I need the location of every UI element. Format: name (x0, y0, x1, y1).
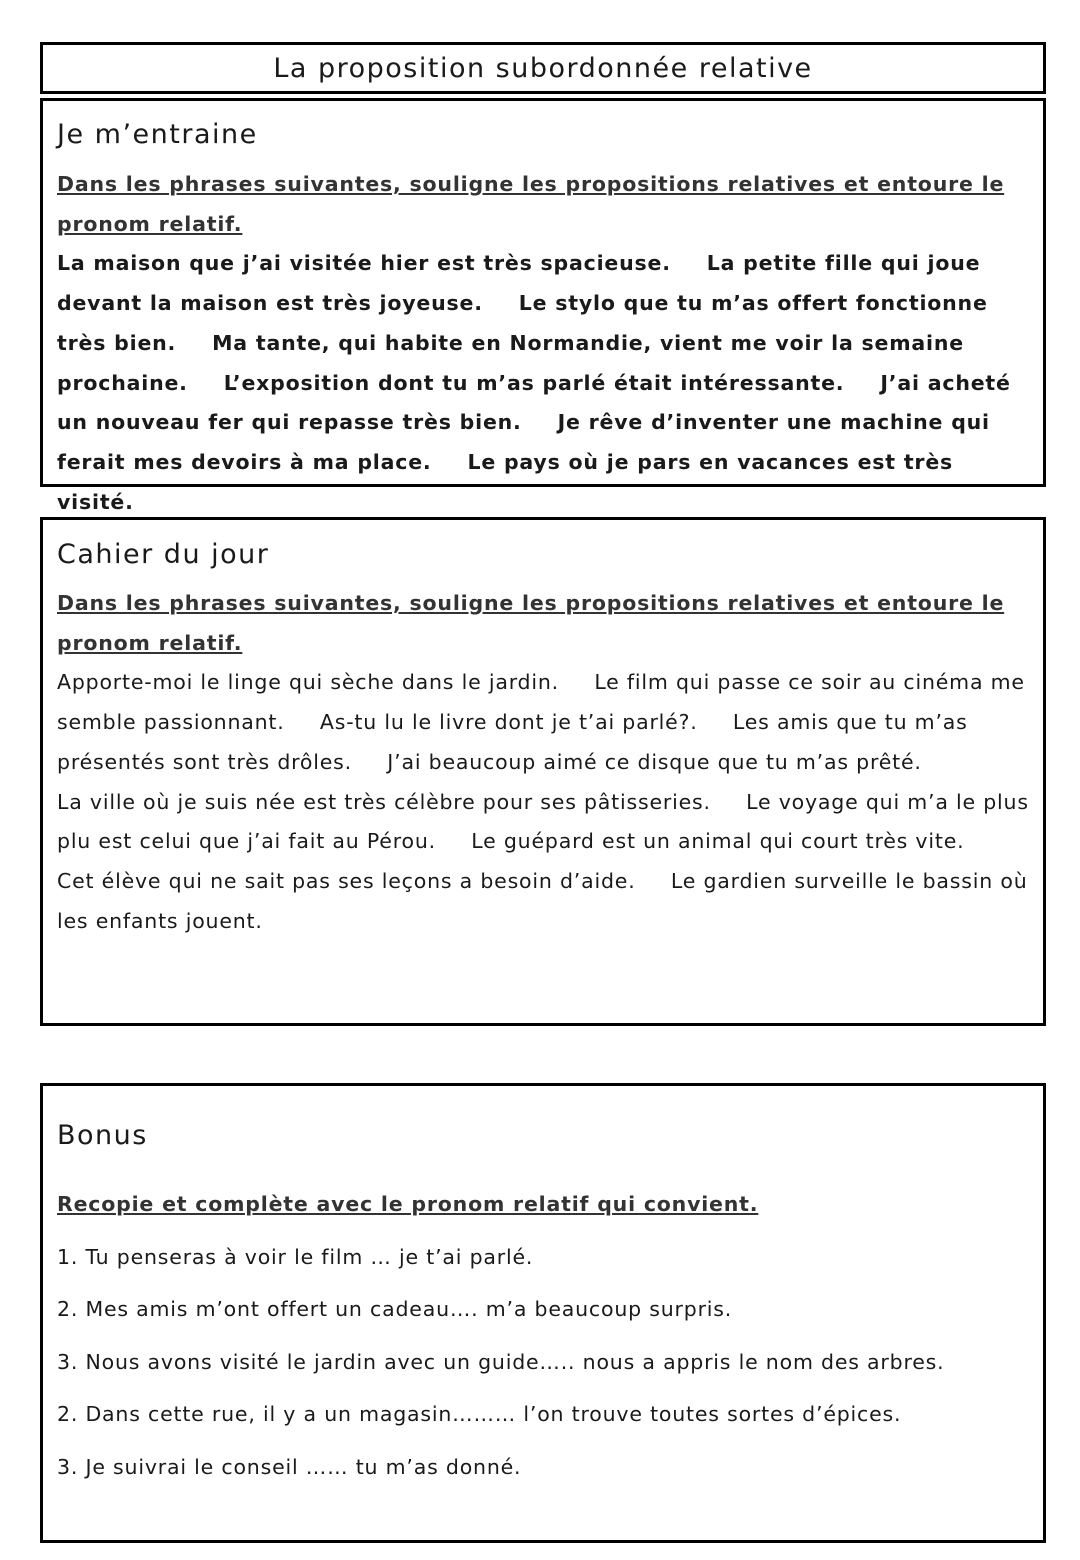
instruction: Recopie et complète avec le pronom relatif qui convient. (57, 1192, 759, 1216)
sentence: Le stylo que tu m’as offert fonctionne très bien. (57, 291, 988, 355)
exercise-paragraph (57, 244, 1035, 522)
section-body (57, 165, 1035, 522)
section-heading: Je m’entraine (57, 119, 258, 150)
section-bonus (40, 1083, 1046, 1543)
exercise-item: 2. Mes amis m’ont offert un cadeau…. m’a beaucoup surpris. (57, 1297, 733, 1322)
page-title: La proposition subordonnée relative (273, 53, 813, 84)
exercise-item: 3. Je suivrai le conseil …… tu m’as donné. (57, 1454, 522, 1479)
sentence: Cet élève qui ne sait pas ses leçons a besoin d’aide. (57, 868, 636, 893)
sentence: La petite fille qui joue devant la maison est très joyeuse. (57, 251, 981, 316)
instruction: Dans les phrases suivantes, souligne les propositions relatives et entoure le pronom relatif. (57, 591, 1005, 655)
sentence: La ville où je suis née est très célèbre pour ses pâtisseries. (57, 789, 711, 814)
exercise-paragraph (57, 862, 1035, 941)
section-heading: Bonus (57, 1120, 148, 1151)
exercise-paragraph (57, 663, 1035, 782)
sentence: Je rêve d’inventer une machine qui ferait mes devoirs à ma place. (57, 410, 990, 474)
sentence: L’exposition dont tu m’as parlé était intéressante. (223, 370, 845, 395)
exercise-paragraph (57, 783, 1035, 862)
section-je-mentraine (40, 98, 1046, 514)
sentence: As-tu lu le livre dont je t’ai parlé?. (319, 710, 698, 735)
sentence: Le voyage qui m’a le plus plu est celui que j’ai fait au Pérou. (57, 789, 1029, 854)
sentence: Le pays où je pars en vacances est très visité. (57, 449, 954, 514)
instruction: Dans les phrases suivantes, souligne les propositions relatives et entoure le pronom relatif. (57, 172, 1005, 236)
sentence: Apporte-moi le linge qui sèche dans le jardin. (57, 670, 559, 695)
exercise-item: 3. Nous avons visité le jardin avec un guide….. nous a appris le nom des arbres. (57, 1349, 945, 1374)
sentence: Le gardien surveille le bassin où les enfants jouent. (57, 868, 1028, 933)
sentence: Les amis que tu m’as présentés sont très drôles. (57, 710, 968, 774)
sentence: J’ai acheté un nouveau fer qui repasse très bien. (57, 370, 1011, 435)
exercise-item: 2. Dans cette rue, il y a un magasin……… l’on trouve toutes sortes d’épices. (57, 1402, 902, 1427)
sentence: J’ai beaucoup aimé ce disque que tu m’as prêté. (387, 749, 922, 774)
section-cahier-du-jour (40, 517, 1046, 1026)
sentence: Le guépard est un animal qui court très vite. (471, 829, 965, 854)
section-body (57, 1178, 1035, 1494)
sentence: Le film qui passe ce soir au cinéma me semble passionnant. (57, 670, 1025, 735)
section-body (57, 584, 1035, 941)
sentence: La maison que j’ai visitée hier est très spacieuse. (57, 251, 671, 276)
section-heading: Cahier du jour (57, 539, 270, 570)
title-box (40, 42, 1046, 94)
sentence: Ma tante, qui habite en Normandie, vient me voir la semaine prochaine. (57, 330, 964, 395)
exercise-item: 1. Tu penseras à voir le film … je t’ai parlé. (57, 1244, 534, 1269)
